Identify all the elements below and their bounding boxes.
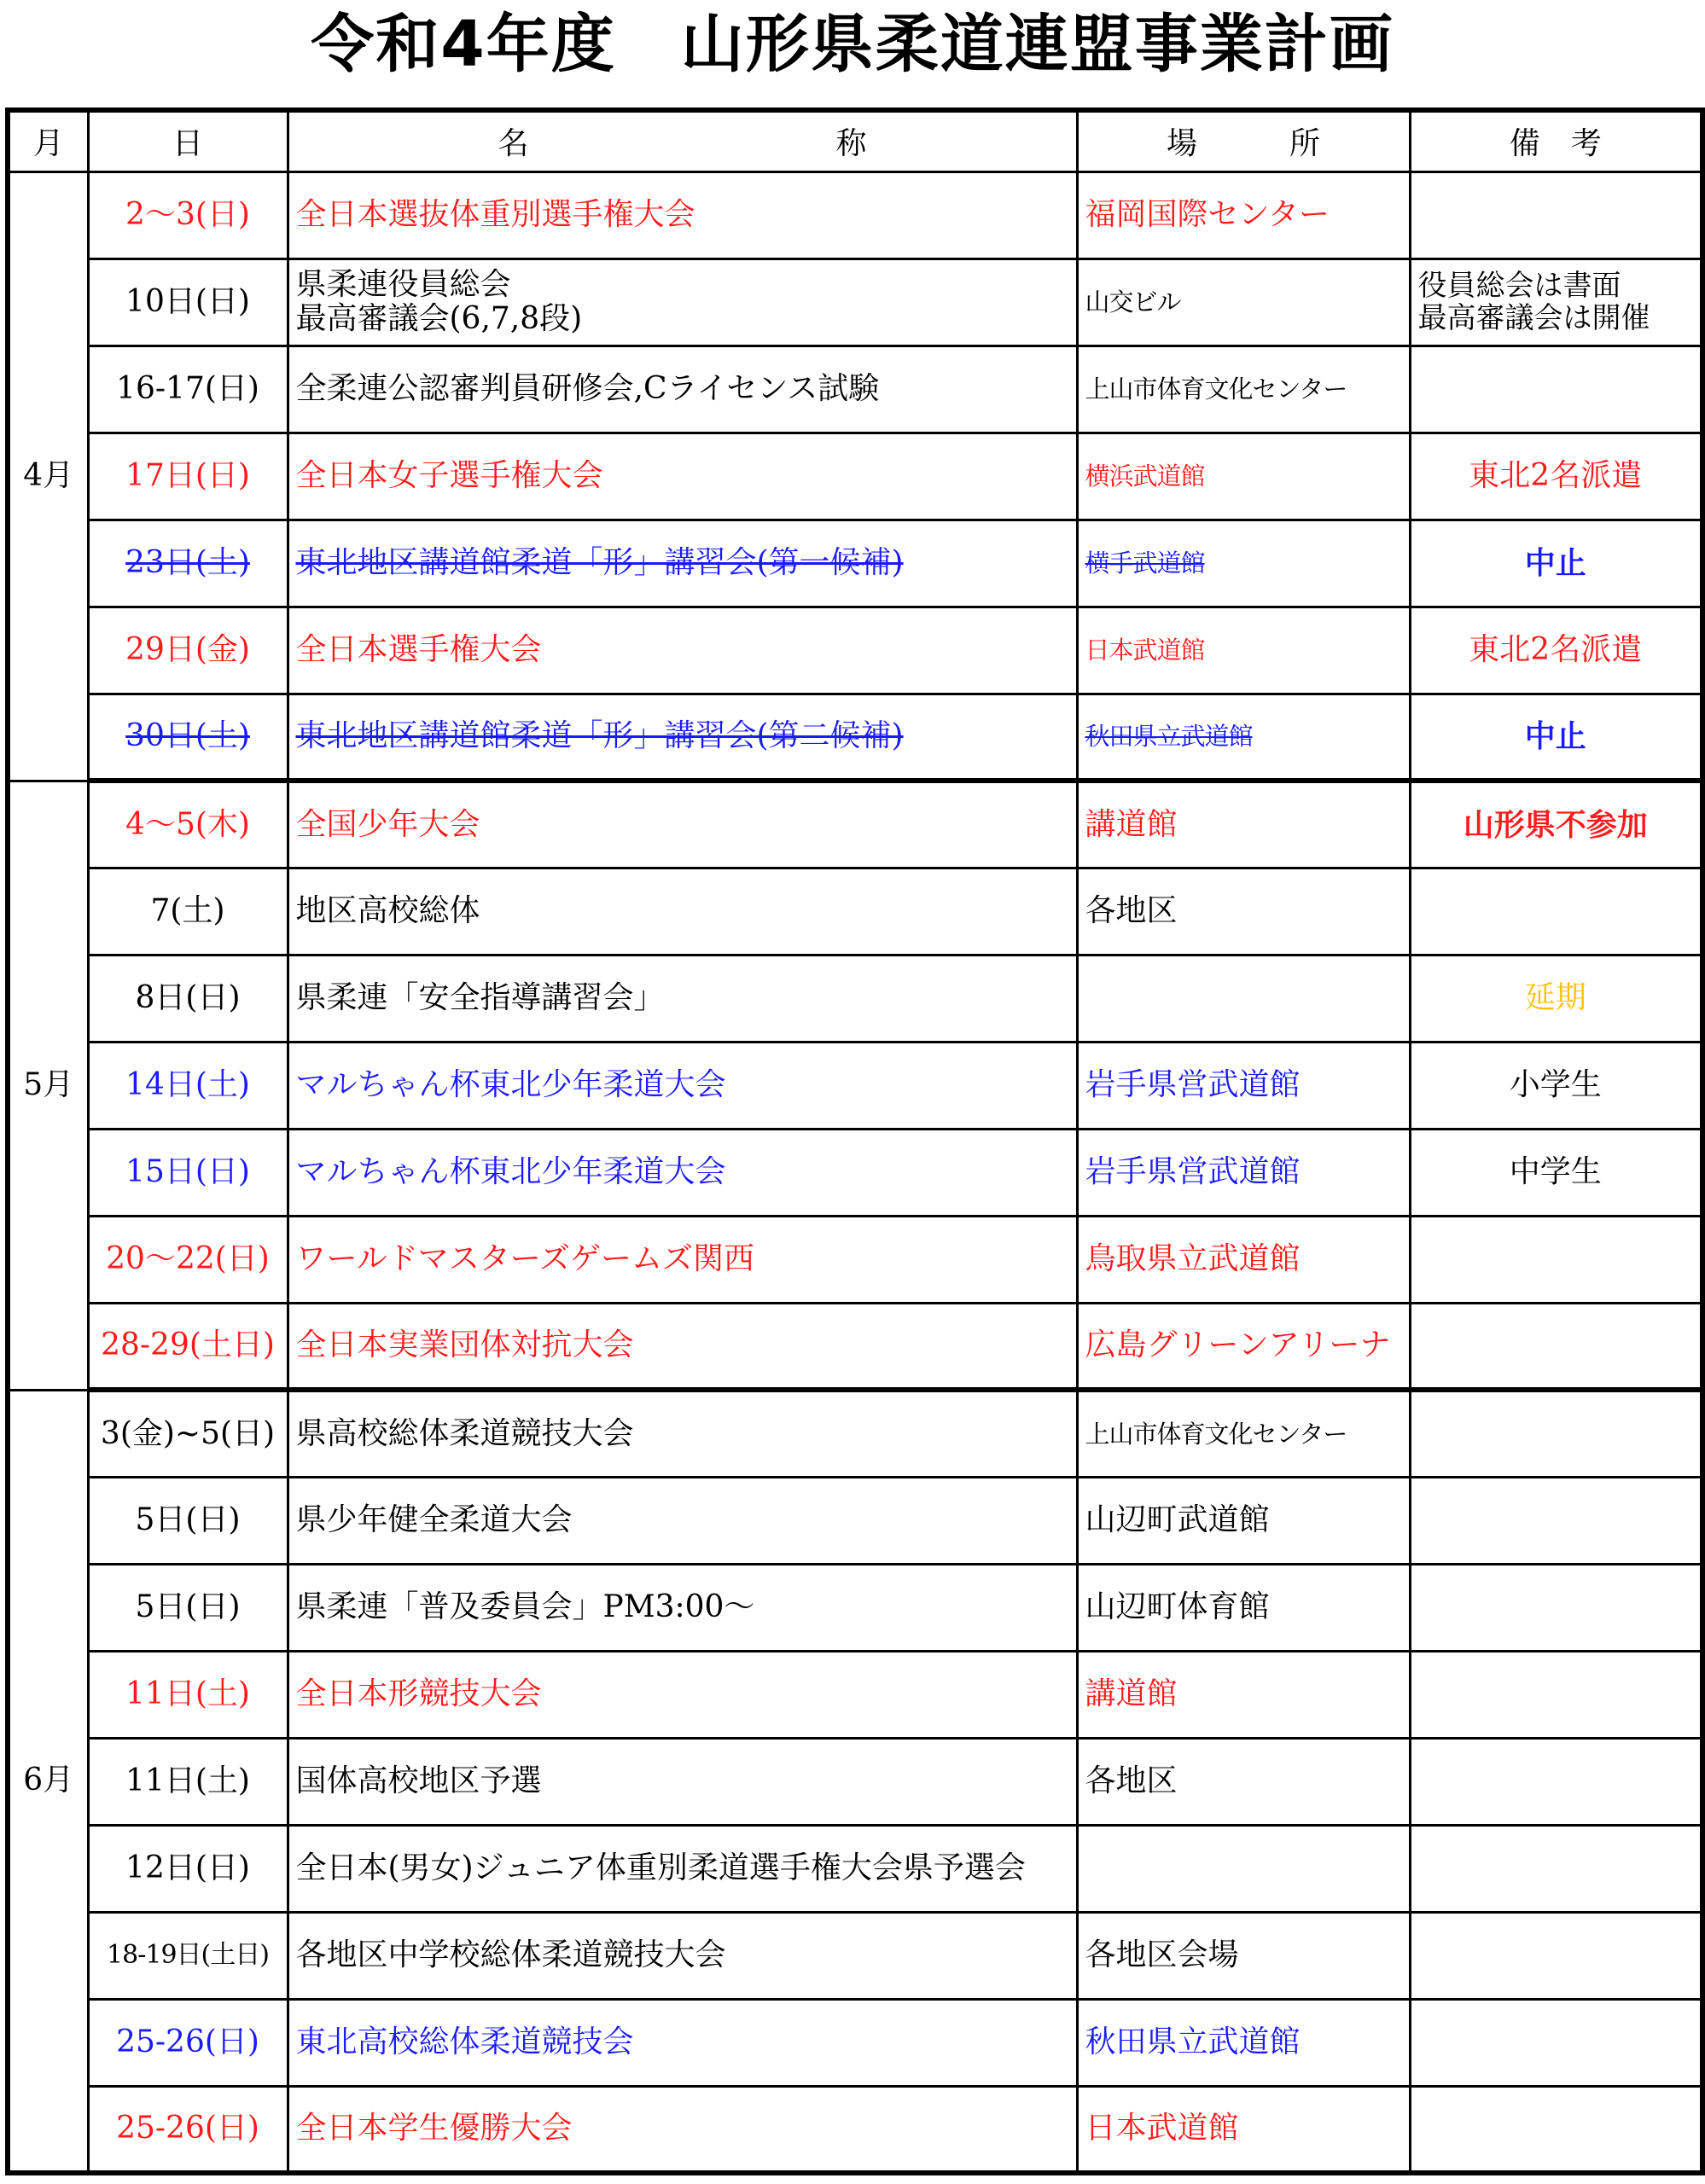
date-cell: 25-26(日) xyxy=(88,2086,288,2173)
note-cell: 中止 xyxy=(1410,694,1702,781)
note-cell xyxy=(1410,1390,1702,1477)
schedule-table xyxy=(5,107,1705,2175)
table-row xyxy=(8,258,1702,346)
place-cell: 各地区会場 xyxy=(1077,1912,1410,1999)
date-cell: 12日(日) xyxy=(88,1825,288,1912)
event-name-cell: ワールドマスターズゲームズ関西 xyxy=(288,1216,1077,1303)
place-cell: 山辺町武道館 xyxy=(1077,1477,1410,1564)
note-cell xyxy=(1410,1477,1702,1564)
note-cell xyxy=(1410,346,1702,433)
note-cell xyxy=(1410,868,1702,955)
month-cell: 4月 xyxy=(8,171,88,781)
note-cell: 役員総会は書面 最高審議会は開催 xyxy=(1410,258,1702,346)
event-name-cell: 県柔連「安全指導講習会」 xyxy=(288,955,1077,1042)
note-cell: 中学生 xyxy=(1410,1129,1702,1216)
event-name-cell: 全日本(男女)ジュニア体重別柔道選手権大会県予選会 xyxy=(288,1825,1077,1912)
place-cell: 岩手県営武道館 xyxy=(1077,1129,1410,1216)
note-cell xyxy=(1410,171,1702,258)
date-cell: 2～3(日) xyxy=(88,171,288,258)
place-cell: 岩手県営武道館 xyxy=(1077,1042,1410,1129)
date-cell: 11日(土) xyxy=(88,1738,288,1825)
note-cell xyxy=(1410,1303,1702,1390)
place-cell: 講道館 xyxy=(1077,781,1410,868)
note-cell xyxy=(1410,1825,1702,1912)
note-cell xyxy=(1410,1738,1702,1825)
month-cell: 5月 xyxy=(8,781,88,1390)
date-cell: 11日(土) xyxy=(88,1651,288,1738)
date-cell: 30日(土) xyxy=(88,694,288,781)
table-row xyxy=(8,1477,1702,1564)
table-row xyxy=(8,868,1702,955)
table-row xyxy=(8,781,1702,868)
note-cell xyxy=(1410,1999,1702,2086)
header-note: 備 考 xyxy=(1410,110,1702,171)
date-cell: 4～5(木) xyxy=(88,781,288,868)
event-name-cell: 東北地区講道館柔道「形」講習会(第一候補) xyxy=(288,520,1077,607)
note-cell xyxy=(1410,1912,1702,1999)
table-row xyxy=(8,955,1702,1042)
date-cell: 10日(日) xyxy=(88,258,288,346)
table-row xyxy=(8,1216,1702,1303)
page-title: 令和4年度 山形県柔道連盟事業計画 xyxy=(311,8,1394,81)
note-cell: 中止 xyxy=(1410,520,1702,607)
event-name-cell: 全日本形競技大会 xyxy=(288,1651,1077,1738)
date-cell: 29日(金) xyxy=(88,607,288,694)
note-cell: 東北2名派遣 xyxy=(1410,607,1702,694)
event-name-cell: 東北地区講道館柔道「形」講習会(第二候補) xyxy=(288,694,1077,781)
date-cell: 5日(日) xyxy=(88,1477,288,1564)
place-cell: 山交ビル xyxy=(1077,258,1410,346)
note-cell: 東北2名派遣 xyxy=(1410,433,1702,520)
event-name-cell: 全日本実業団体対抗大会 xyxy=(288,1303,1077,1390)
place-cell: 山辺町体育館 xyxy=(1077,1564,1410,1651)
header-month: 月 xyxy=(8,110,88,171)
event-name-cell: 県少年健全柔道大会 xyxy=(288,1477,1077,1564)
table-row xyxy=(8,607,1702,694)
note-cell xyxy=(1410,1651,1702,1738)
place-cell: 日本武道館 xyxy=(1077,2086,1410,2173)
event-name-cell: 全日本女子選手権大会 xyxy=(288,433,1077,520)
date-cell: 18-19日(土日) xyxy=(88,1912,288,1999)
place-cell: 上山市体育文化センター xyxy=(1077,346,1410,433)
event-name-cell: マルちゃん杯東北少年柔道大会 xyxy=(288,1129,1077,1216)
place-cell: 横手武道館 xyxy=(1077,520,1410,607)
place-cell: 上山市体育文化センター xyxy=(1077,1390,1410,1477)
place-cell xyxy=(1077,1825,1410,1912)
table-row xyxy=(8,1129,1702,1216)
date-cell: 16-17(日) xyxy=(88,346,288,433)
header-place: 場 所 xyxy=(1077,110,1410,171)
date-cell: 7(土) xyxy=(88,868,288,955)
event-name-cell: 地区高校総体 xyxy=(288,868,1077,955)
month-cell: 6月 xyxy=(8,1390,88,2173)
date-cell: 17日(日) xyxy=(88,433,288,520)
event-name-cell: 全日本選抜体重別選手権大会 xyxy=(288,171,1077,258)
table-row xyxy=(8,1999,1702,2086)
header-name: 名 称 xyxy=(288,110,1077,171)
note-cell: 延期 xyxy=(1410,955,1702,1042)
event-name-cell: 全国少年大会 xyxy=(288,781,1077,868)
table-row xyxy=(8,520,1702,607)
date-cell: 23日(土) xyxy=(88,520,288,607)
date-cell: 25-26(日) xyxy=(88,1999,288,2086)
schedule-body xyxy=(8,171,1702,2173)
event-name-cell: 国体高校地区予選 xyxy=(288,1738,1077,1825)
place-cell: 秋田県立武道館 xyxy=(1077,694,1410,781)
date-cell: 5日(日) xyxy=(88,1564,288,1651)
place-cell: 福岡国際センター xyxy=(1077,171,1410,258)
table-row xyxy=(8,1738,1702,1825)
table-row xyxy=(8,1390,1702,1477)
place-cell: 日本武道館 xyxy=(1077,607,1410,694)
table-row xyxy=(8,1651,1702,1738)
date-cell: 8日(日) xyxy=(88,955,288,1042)
table-row xyxy=(8,1564,1702,1651)
event-name-cell: 県柔連役員総会 最高審議会(6,7,8段) xyxy=(288,258,1077,346)
note-cell xyxy=(1410,2086,1702,2173)
date-cell: 3(金)~5(日) xyxy=(88,1390,288,1477)
place-cell: 広島グリーンアリーナ xyxy=(1077,1303,1410,1390)
place-cell: 講道館 xyxy=(1077,1651,1410,1738)
place-cell xyxy=(1077,955,1410,1042)
date-cell: 15日(日) xyxy=(88,1129,288,1216)
place-cell: 各地区 xyxy=(1077,1738,1410,1825)
date-cell: 14日(土) xyxy=(88,1042,288,1129)
table-row xyxy=(8,1042,1702,1129)
table-row xyxy=(8,1912,1702,1999)
place-cell: 横浜武道館 xyxy=(1077,433,1410,520)
note-cell xyxy=(1410,1564,1702,1651)
table-row xyxy=(8,171,1702,258)
table-row xyxy=(8,1303,1702,1390)
note-cell: 山形県不参加 xyxy=(1410,781,1702,868)
event-name-cell: マルちゃん杯東北少年柔道大会 xyxy=(288,1042,1077,1129)
table-row xyxy=(8,346,1702,433)
event-name-cell: 全日本選手権大会 xyxy=(288,607,1077,694)
table-row xyxy=(8,694,1702,781)
header-date: 日 xyxy=(88,110,288,171)
date-cell: 28-29(土日) xyxy=(88,1303,288,1390)
event-name-cell: 県高校総体柔道競技大会 xyxy=(288,1390,1077,1477)
note-cell xyxy=(1410,1216,1702,1303)
place-cell: 鳥取県立武道館 xyxy=(1077,1216,1410,1303)
table-row xyxy=(8,2086,1702,2173)
date-cell: 20～22(日) xyxy=(88,1216,288,1303)
header-row xyxy=(8,110,1702,171)
event-name-cell: 各地区中学校総体柔道競技大会 xyxy=(288,1912,1077,1999)
place-cell: 各地区 xyxy=(1077,868,1410,955)
note-cell: 小学生 xyxy=(1410,1042,1702,1129)
table-row xyxy=(8,1825,1702,1912)
event-name-cell: 東北高校総体柔道競技会 xyxy=(288,1999,1077,2086)
table-row xyxy=(8,433,1702,520)
place-cell: 秋田県立武道館 xyxy=(1077,1999,1410,2086)
event-name-cell: 全柔連公認審判員研修会,Cライセンス試験 xyxy=(288,346,1077,433)
event-name-cell: 全日本学生優勝大会 xyxy=(288,2086,1077,2173)
event-name-cell: 県柔連「普及委員会」PM3:00～ xyxy=(288,1564,1077,1651)
